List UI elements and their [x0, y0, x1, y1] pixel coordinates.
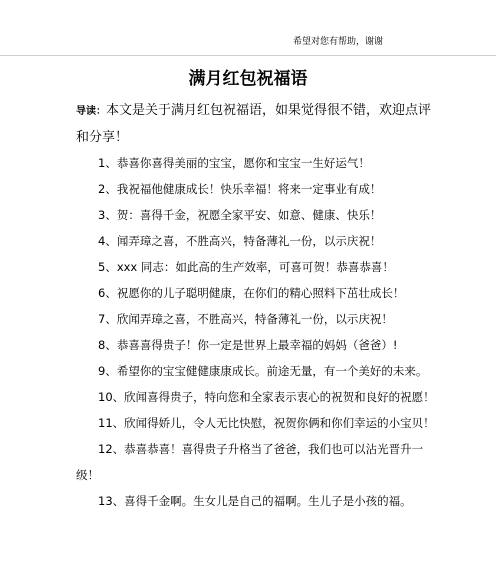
document-title: 满月红包祝福语 [188, 69, 308, 89]
list-item: 6、祝愿你的儿子聪明健康，在你们的精心照料下茁壮成长！ [98, 286, 405, 300]
list-item: 4、闻弄璋之喜，不胜高兴，特备薄礼一份，以示庆祝！ [98, 234, 382, 248]
list-item: 3、贺：喜得千金，祝愿全家平安、如意、健康、快乐！ [98, 208, 382, 222]
list-item: 13、喜得千金啊。生女儿是自己的福啊。生儿子是小孩的福。 [98, 494, 412, 508]
list-item: 12、恭喜恭喜！喜得贵子升格当了爸爸，我们也可以沾光晋升一级！ [76, 442, 424, 482]
list-item: 9、希望你的宝宝健健康康成长。前途无量，有一个美好的未来。 [98, 364, 428, 378]
list-item: 11、欣闻得娇儿，令人无比快慰，祝贺你俩和你们幸运的小宝贝！ [98, 416, 435, 430]
header-divider [0, 55, 496, 56]
blessing-list [76, 150, 436, 514]
header-note: 希望对您有帮助，谢谢 [293, 37, 384, 47]
intro-label: 导读： [76, 106, 106, 117]
list-item: 2、我祝福他健康成长！快乐幸福！将来一定事业有成！ [98, 182, 382, 196]
intro-text: 本文是关于满月红包祝福语，如果觉得很不错，欢迎点评和分享！ [76, 103, 432, 145]
intro-paragraph [76, 98, 436, 151]
list-item: 1、恭喜你喜得美丽的宝宝，愿你和宝宝一生好运气！ [98, 156, 370, 170]
list-item: 7、欣闻弄璋之喜，不胜高兴，特备薄礼一份，以示庆祝！ [98, 312, 393, 326]
list-item: 10、欣闻喜得贵子，特向您和全家表示衷心的祝贺和良好的祝愿！ [98, 390, 435, 404]
list-item: 5、xxx 同志：如此高的生产效率，可喜可贺！恭喜恭喜！ [98, 260, 394, 274]
list-item: 8、恭喜喜得贵子！你一定是世界上最幸福的妈妈（爸爸）! [98, 338, 398, 352]
